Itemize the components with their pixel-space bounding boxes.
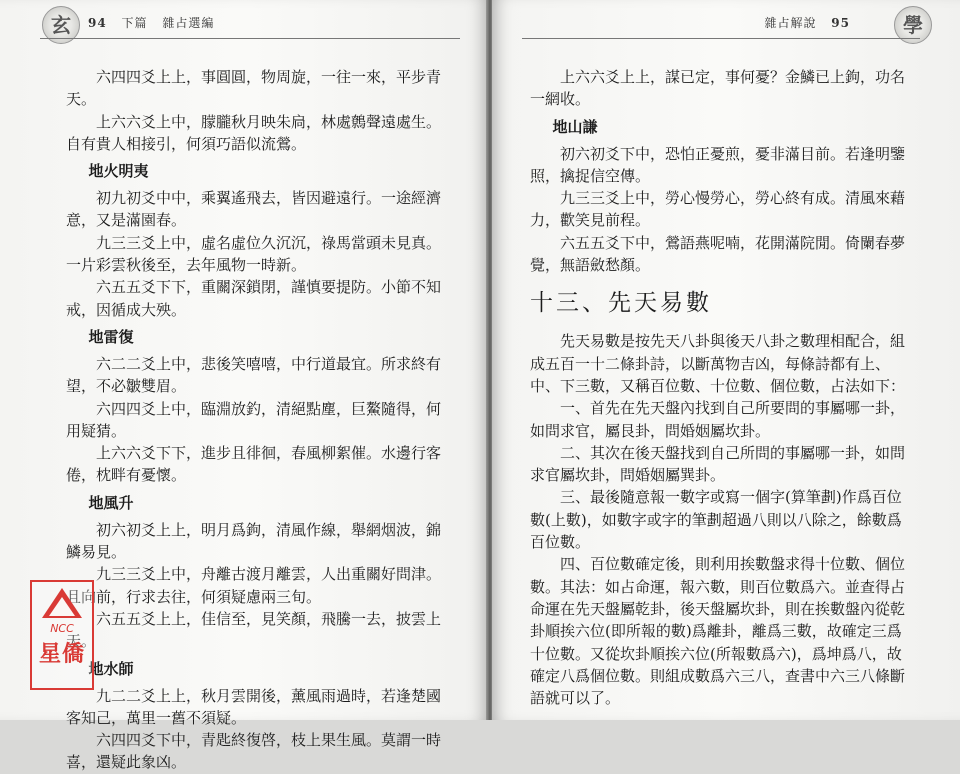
paragraph: 六五五爻上上，佳信至，見笑顏，飛騰一去，披雲上天。 xyxy=(66,609,442,651)
paragraph: 六四四爻上上，事圓圓，物周旋，一往一來，平步青天。 xyxy=(66,68,442,109)
right-running-head xyxy=(764,14,860,31)
right-header-rule xyxy=(522,38,920,39)
chapter-title: 十三、先天易數 xyxy=(530,290,712,317)
paragraph: 六五五爻下中，鶯語燕呢喃，花開滿院閒。倚闌春夢覺，無語斂愁顏。 xyxy=(530,233,906,275)
hexagram-heading: 地雷復 xyxy=(88,327,134,346)
left-running-head xyxy=(88,14,224,31)
left-page-number: 94 xyxy=(88,16,107,30)
paragraph: 六四四爻下中，青匙終復啓，枝上果生風。莫謂一時喜，還疑此象凶。 xyxy=(66,731,442,772)
right-section-label: 雜占解說 xyxy=(764,16,817,30)
watermark-name: 星僑 xyxy=(38,642,85,667)
paragraph: 六四四爻上中，臨淵放釣，清絕點塵，巨鰲隨得，何用疑猜。 xyxy=(66,399,442,440)
hexagram-heading: 地火明夷 xyxy=(88,162,149,181)
mountain-icon xyxy=(42,588,82,618)
paragraph: 九三三爻上中，虛名虛位久沉沉，祿馬當頭未見真。一片彩雲秋後至，去年風物一時新。 xyxy=(66,233,442,275)
right-page xyxy=(492,0,960,720)
left-header-rule xyxy=(40,38,460,39)
paragraph: 二、其次在後天盤找到自己所問的事屬哪一卦，如問求官屬坎卦，問婚姻屬巽卦。 xyxy=(530,443,906,485)
left-section-label: 雜占選編 xyxy=(162,16,215,30)
hexagram-heading: 地風升 xyxy=(88,493,134,512)
paragraph: 九三三爻上中，勞心慢勞心，勞心終有成。清風來藉力，歡笑見前程。 xyxy=(530,189,906,230)
paragraph: 初九初爻中中，乘翼遙飛去，皆因避遠行。一途經濟意，又是滿園春。 xyxy=(66,189,442,230)
ncc-watermark-logo xyxy=(30,580,94,690)
paragraph: 九三三爻上中，舟離古渡月離雲，人出重關好問津。且向前，行求去往，何須疑慮兩三旬。 xyxy=(66,565,442,606)
paragraph: 上六六爻上上，謀已定，事何憂？金鱗已上鉤，功名一網收。 xyxy=(530,68,906,109)
left-page-body xyxy=(66,66,452,774)
paragraph: 初六初爻上上，明月爲鉤，清風作線，舉網烟波，錦鱗易見。 xyxy=(66,520,442,562)
right-seal: 學 xyxy=(894,6,932,44)
watermark-tag: NCC xyxy=(50,622,74,635)
paragraph: 三、最後隨意報一數字或寫一個字(算筆劃)作爲百位數(上數)，如數字或字的筆劃超過八則以八除之，餘數爲百位數。 xyxy=(530,488,902,552)
left-part-label: 下篇 xyxy=(121,16,148,30)
paragraph: 上六六爻下下，進步且徘徊，春風柳絮催。水邊行客倦，枕畔有憂懷。 xyxy=(66,444,442,485)
paragraph: 九二二爻上上，秋月雲開後，薰風雨過時，若逢楚國客知己，萬里一舊不須疑。 xyxy=(66,686,442,727)
hexagram-heading: 地山謙 xyxy=(552,117,598,136)
paragraph: 六五五爻下下，重關深鎖閉，謹慎要提防。小節不知戒，因循成大殃。 xyxy=(66,278,442,319)
paragraph: 先天易數是按先天八卦與後天八卦之數理相配合，組成五百一十二條卦詩，以斷萬物吉凶，每條詩都有上、中、下三數，又稱百位數、十位數、個位數，占法如下： xyxy=(530,332,906,395)
paragraph: 六二二爻上中，悲後笑嘻嘻，中行道最宜。所求終有望，不必皺雙眉。 xyxy=(66,354,442,396)
hexagram-heading: 地水師 xyxy=(88,659,134,678)
left-seal: 玄 xyxy=(42,6,80,44)
paragraph: 初六初爻下中，恐怕正憂煎，憂非滿目前。若逢明鑒照，擒捉信空傳。 xyxy=(530,144,906,185)
paragraph: 四、百位數確定後，則利用挨數盤求得十位數、個位數。其法：如占命運，報六數，則百位數爲六。並查得占命運在先天盤屬乾卦，後天盤屬坎卦，則在挨數盤內從乾卦順挨六位(即所報的數)爲離卦，離爲三數，故確定三爲十位數。又從坎卦順挨六位(所報數爲六)，爲坤爲八，故確定八爲個位數。則組成數爲六三八，查書中六三八條斷語就可以了。 xyxy=(530,555,906,708)
paragraph: 上六六爻上中，朦朧秋月映朱扃，林處鷯聲遠處生。自有貴人相接引，何須巧語似流鶯。 xyxy=(66,112,442,153)
right-page-number: 95 xyxy=(831,16,850,30)
paragraph: 一、首先在先天盤內找到自己所要問的事屬哪一卦，如問求官，屬艮卦，問婚姻屬坎卦。 xyxy=(530,399,906,440)
right-page-body xyxy=(530,66,908,709)
